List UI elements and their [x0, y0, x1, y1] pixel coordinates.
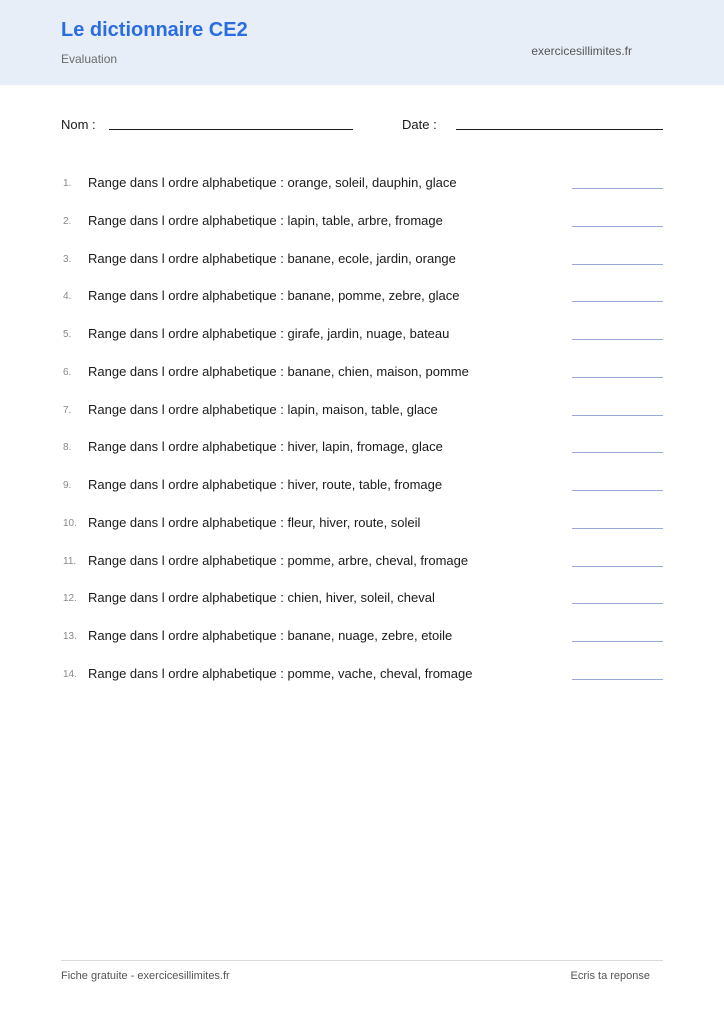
- answer-line[interactable]: [572, 490, 663, 491]
- question-number: 1.: [63, 178, 72, 189]
- question-number: 11.: [63, 555, 77, 567]
- question-number: 8.: [63, 442, 72, 454]
- question-number: 10.: [63, 517, 77, 529]
- question-number: 3.: [63, 253, 72, 265]
- question-number: 6.: [63, 366, 72, 378]
- answer-line[interactable]: [572, 301, 663, 302]
- site-name: exercicesillimites.fr: [531, 44, 632, 58]
- question-item: [0, 428, 724, 466]
- question-item: [0, 391, 724, 429]
- question-text: Range dans l ordre alphabetique : fleur, hiver, route, soleil: [88, 514, 421, 530]
- answer-line[interactable]: [572, 226, 663, 227]
- answer-line[interactable]: [572, 377, 663, 378]
- question-item: [0, 353, 724, 391]
- answer-line[interactable]: [572, 264, 663, 265]
- page-title: Le dictionnaire CE2: [61, 19, 248, 41]
- question-number: 13.: [63, 631, 77, 642]
- question-text: Range dans l ordre alphabetique : banane, nuage, zebre, etoile: [88, 628, 453, 643]
- question-number: 7.: [63, 404, 72, 416]
- question-text: Range dans l ordre alphabetique : pomme, arbre, cheval, fromage: [88, 552, 469, 568]
- answer-line[interactable]: [572, 679, 663, 680]
- question-text: Range dans l ordre alphabetique : banane, pomme, zebre, glace: [88, 288, 460, 304]
- question-text: Range dans l ordre alphabetique : lapin, maison, table, glace: [88, 401, 438, 417]
- answer-line[interactable]: [572, 452, 663, 453]
- question-text: Range dans l ordre alphabetique : lapin, table, arbre, fromage: [88, 212, 443, 228]
- date-label: Date :: [402, 117, 437, 132]
- answer-line[interactable]: [572, 188, 663, 189]
- question-text: Range dans l ordre alphabetique : banane, ecole, jardin, orange: [88, 250, 456, 266]
- question-item: [0, 617, 724, 655]
- question-number: 14.: [63, 668, 77, 680]
- question-number: 4.: [63, 291, 72, 303]
- footer-instruction: Ecris ta reponse: [570, 970, 650, 982]
- question-text: Range dans l ordre alphabetique : girafe, jardin, nuage, bateau: [88, 326, 450, 341]
- answer-line[interactable]: [572, 339, 663, 340]
- question-item: [0, 315, 724, 353]
- name-field-line[interactable]: [109, 129, 353, 130]
- answer-line[interactable]: [572, 528, 663, 529]
- date-field-line[interactable]: [456, 129, 663, 130]
- question-text: Range dans l ordre alphabetique : hiver, lapin, fromage, glace: [88, 439, 443, 455]
- page-subtitle: Evaluation: [61, 52, 118, 66]
- question-text: Range dans l ordre alphabetique : hiver, route, table, fromage: [88, 477, 443, 492]
- question-item: [0, 579, 724, 617]
- name-label: Nom :: [61, 117, 96, 132]
- answer-line[interactable]: [572, 603, 663, 604]
- answer-line[interactable]: [572, 415, 663, 416]
- question-text: Range dans l ordre alphabetique : orange, soleil, dauphin, glace: [88, 175, 457, 190]
- footer-credit: Fiche gratuite - exercicesillimites.fr: [61, 970, 230, 982]
- question-text: Range dans l ordre alphabetique : banane, chien, maison, pomme: [88, 363, 469, 379]
- question-list: [0, 164, 724, 693]
- page-header: [0, 0, 724, 85]
- question-text: Range dans l ordre alphabetique : pomme, vache, cheval, fromage: [88, 665, 473, 681]
- question-item: [0, 655, 724, 693]
- question-item: [0, 542, 724, 580]
- question-item: [0, 240, 724, 278]
- question-item: [0, 504, 724, 542]
- question-number: 2.: [63, 215, 72, 227]
- question-number: 9.: [63, 480, 72, 491]
- question-number: 12.: [63, 593, 77, 605]
- question-item: [0, 164, 724, 202]
- answer-line[interactable]: [572, 566, 663, 567]
- answer-line[interactable]: [572, 641, 663, 642]
- question-text: Range dans l ordre alphabetique : chien, hiver, soleil, cheval: [88, 590, 435, 606]
- question-item: [0, 466, 724, 504]
- footer-divider: [61, 960, 663, 961]
- question-number: 5.: [63, 329, 72, 340]
- question-item: [0, 202, 724, 240]
- question-item: [0, 277, 724, 315]
